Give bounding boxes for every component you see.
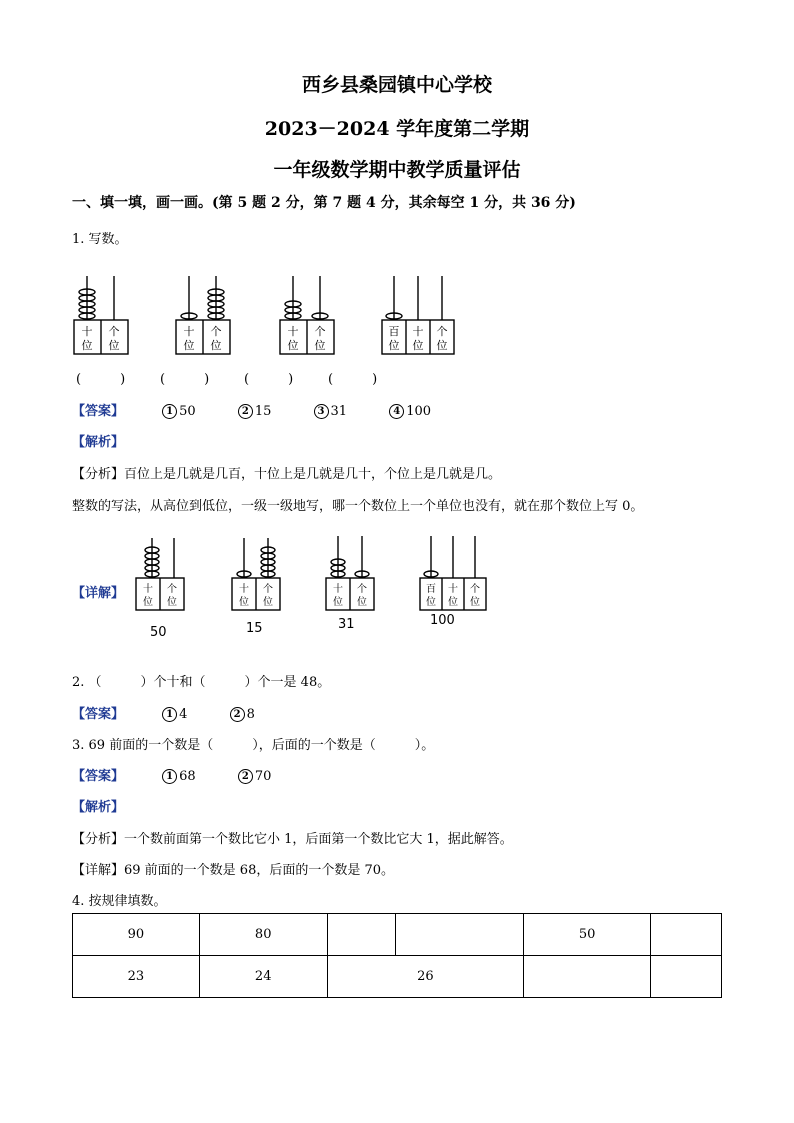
svg-text:个: 个 (470, 584, 480, 595)
svg-text:位: 位 (143, 597, 153, 608)
q3-detail: 【详解】69 前面的一个数是 68，后面的一个数是 70。 (72, 863, 395, 878)
label-shi: 十 (412, 325, 424, 338)
table-cell-blank[interactable] (327, 914, 396, 956)
q1-detail-figures (128, 532, 498, 614)
svg-text:十: 十 (448, 584, 458, 595)
answer-item: 2 70 (238, 769, 272, 784)
label-wei: 位 (183, 339, 195, 352)
label-shi: 十 (183, 325, 195, 338)
answer-tag: 【答案】 (72, 707, 125, 722)
q1-analysis-tag: 【解析】 (72, 435, 125, 450)
table-cell-blank[interactable] (651, 956, 722, 998)
svg-text:位: 位 (470, 597, 480, 608)
svg-text:位: 位 (167, 597, 177, 608)
table-row (73, 914, 722, 956)
label-wei: 位 (108, 339, 120, 352)
q3-analysis: 【分析】一个数前面第一个数比它小 1，后面第一个数比它大 1，据此解答。 (72, 832, 513, 847)
label-wei: 位 (388, 339, 400, 352)
svg-text:位: 位 (448, 597, 458, 608)
svg-text:个: 个 (357, 584, 367, 595)
q1-blank-3[interactable]: ( ) (244, 372, 294, 387)
answer-item: 4 100 (389, 404, 431, 419)
answer-item: 1 50 (162, 404, 196, 419)
table-cell: 50 (524, 914, 651, 956)
q1-detail-tag: 【详解】 (72, 586, 125, 601)
q1-analysis-1: 【分析】百位上是几就是几百，十位上是几就是几十，个位上是几就是几。 (72, 467, 502, 482)
label-wei: 位 (314, 339, 326, 352)
q1-abacus-figures (70, 268, 470, 360)
q1-answer-line (72, 400, 431, 419)
svg-text:个: 个 (263, 584, 273, 595)
label-wei: 位 (436, 339, 448, 352)
svg-text:十: 十 (333, 584, 343, 595)
q1-blank-2[interactable]: ( ) (160, 372, 210, 387)
answer-tag: 【答案】 (72, 404, 125, 419)
term-title: 2023－2024 学年度第二学期 (264, 118, 530, 140)
detail-value-2: 15 (246, 621, 263, 636)
answer-item: 2 15 (238, 404, 272, 419)
label-wei: 位 (210, 339, 222, 352)
svg-text:位: 位 (357, 597, 367, 608)
svg-text:位: 位 (263, 597, 273, 608)
q1-analysis-2: 整数的写法，从高位到低位，一级一级地写，哪一个数位上一个单位也没有，就在那个数位上写 0。 (72, 499, 644, 514)
q1-blank-4[interactable]: ( ) (328, 372, 378, 387)
label-shi: 十 (81, 325, 93, 338)
table-cell-blank[interactable] (651, 914, 722, 956)
exam-title: 一年级数学期中教学质量评估 (273, 159, 521, 181)
label-wei: 位 (287, 339, 299, 352)
q4-prompt: 4. 按规律填数。 (72, 894, 167, 909)
detail-value-3: 31 (338, 617, 355, 632)
table-cell: 23 (73, 956, 200, 998)
q3-analysis-tag: 【解析】 (72, 800, 125, 815)
answer-item: 1 68 (162, 769, 196, 784)
svg-text:百: 百 (426, 584, 436, 595)
label-bai: 百 (388, 325, 400, 338)
label-ge: 个 (436, 325, 448, 338)
q2-prompt: 2. （ ）个十和（ ）个一是 48。 (72, 675, 331, 690)
label-wei: 位 (412, 339, 424, 352)
section-heading: 一、填一填，画一画。(第 5 题 2 分，第 7 题 4 分，其余每空 1 分，共 36 分) (72, 195, 576, 211)
detail-value-1: 50 (150, 625, 167, 640)
answer-tag: 【答案】 (72, 769, 125, 784)
table-cell-blank[interactable]: 26 (327, 956, 524, 998)
svg-text:个: 个 (167, 584, 177, 595)
table-row (73, 956, 722, 998)
answer-item: 3 31 (314, 404, 348, 419)
label-wei: 位 (81, 339, 93, 352)
label-shi: 十 (287, 325, 299, 338)
q4-pattern-table (72, 913, 722, 998)
svg-text:十: 十 (143, 584, 153, 595)
label-ge: 个 (108, 325, 120, 338)
q2-answer-line (72, 703, 255, 722)
svg-text:十: 十 (239, 584, 249, 595)
label-ge: 个 (314, 325, 326, 338)
q3-answer-line (72, 765, 271, 784)
table-cell-blank[interactable] (524, 956, 651, 998)
q1-blank-1[interactable]: ( ) (76, 372, 126, 387)
answer-item: 1 4 (162, 707, 187, 722)
q1-prompt: 1. 写数。 (72, 232, 128, 247)
table-cell: 24 (199, 956, 327, 998)
school-name: 西乡县桑园镇中心学校 (301, 74, 492, 96)
detail-value-4: 100 (430, 613, 455, 628)
answer-item: 2 8 (230, 707, 255, 722)
label-ge: 个 (210, 325, 222, 338)
svg-text:位: 位 (239, 597, 249, 608)
table-cell: 80 (199, 914, 327, 956)
svg-text:位: 位 (333, 597, 343, 608)
q3-prompt: 3. 69 前面的一个数是（ ），后面的一个数是（ ）。 (72, 738, 435, 753)
table-cell-blank[interactable] (396, 914, 524, 956)
svg-text:位: 位 (426, 597, 436, 608)
table-cell: 90 (73, 914, 200, 956)
